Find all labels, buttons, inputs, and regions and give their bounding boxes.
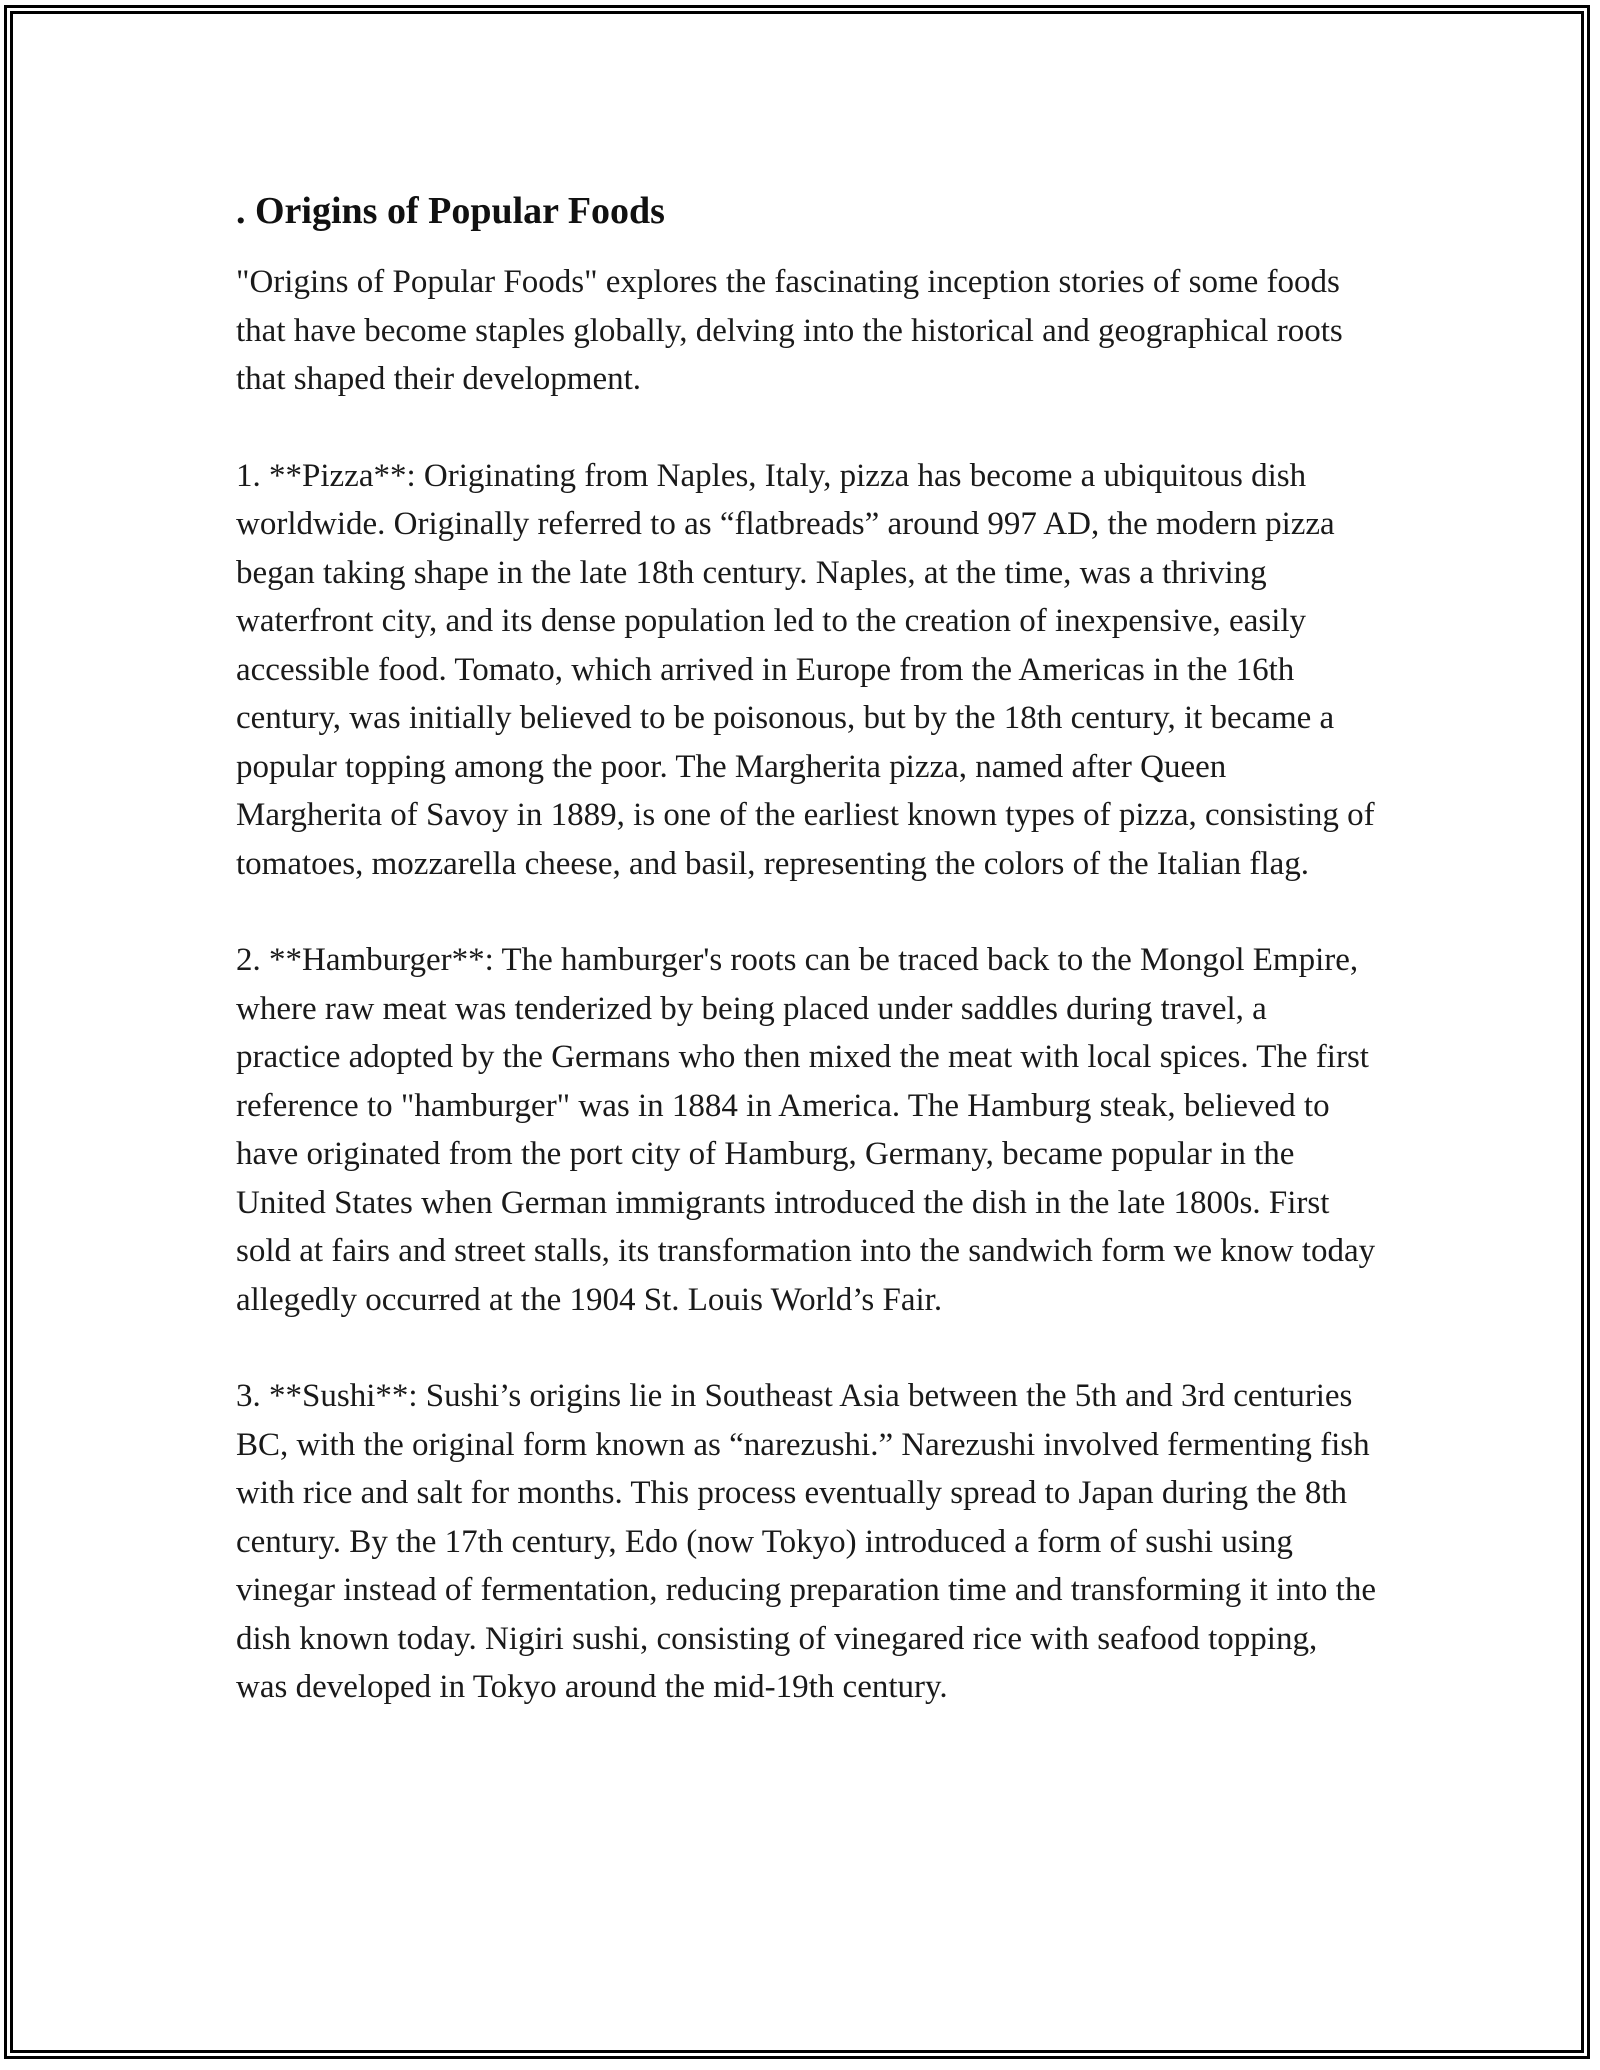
document-body [236,186,1376,1712]
hamburger-paragraph: 2. **Hamburger**: The hamburger's roots can be traced back to the Mongol Empire, where raw meat was tenderized by being placed under saddles during travel, a practice adopted by the Germans who then mixed the meat with local spices. The first reference to "hamburger" was in 1884 in America. The Hamburg steak, believed to have originated from the port city of Hamburg, Germany, became popular in the United States when German immigrants introduced the dish in the late 1800s. First sold at fairs and street stalls, its transformation into the sandwich form we know today allegedly occurred at the 1904 St. Louis World’s Fair. [236,942,1376,1318]
document-title: . Origins of Popular Foods [236,190,665,232]
intro-paragraph: "Origins of Popular Foods" explores the fascinating inception stories of some foods that have become staples globally, delving into the historical and geographical roots that shaped their development. [236,264,1343,397]
pizza-paragraph: 1. **Pizza**: Originating from Naples, Italy, pizza has become a ubiquitous dish worldwide. Originally referred to as “flatbreads” around 997 AD, the modern pizza began taking shape in the late 18th century. Naples, at the time, was a thriving waterfront city, and its dense population led to the creation of inexpensive, easily accessible food. Tomato, which arrived in Europe from the Americas in the 16th century, was initially believed to be poisonous, but by the 18th century, it became a popular topping among the poor. The Margherita pizza, named after Queen Margherita of Savoy in 1889, is one of the earliest known types of pizza, consisting of tomatoes, mozzarella cheese, and basil, representing the colors of the Italian flag. [236,457,1375,882]
sushi-paragraph: 3. **Sushi**: Sushi’s origins lie in Southeast Asia between the 5th and 3rd centuries BC, with the original form known as “narezushi.” Narezushi involved fermenting fish with rice and salt for months. This process eventually spread to Japan during the 8th century. By the 17th century, Edo (now Tokyo) introduced a form of sushi using vinegar instead of fermentation, reducing preparation time and transforming it into the dish known today. Nigiri sushi, consisting of vinegared rice with seafood topping, was developed in Tokyo around the mid-19th century. [236,1378,1376,1705]
